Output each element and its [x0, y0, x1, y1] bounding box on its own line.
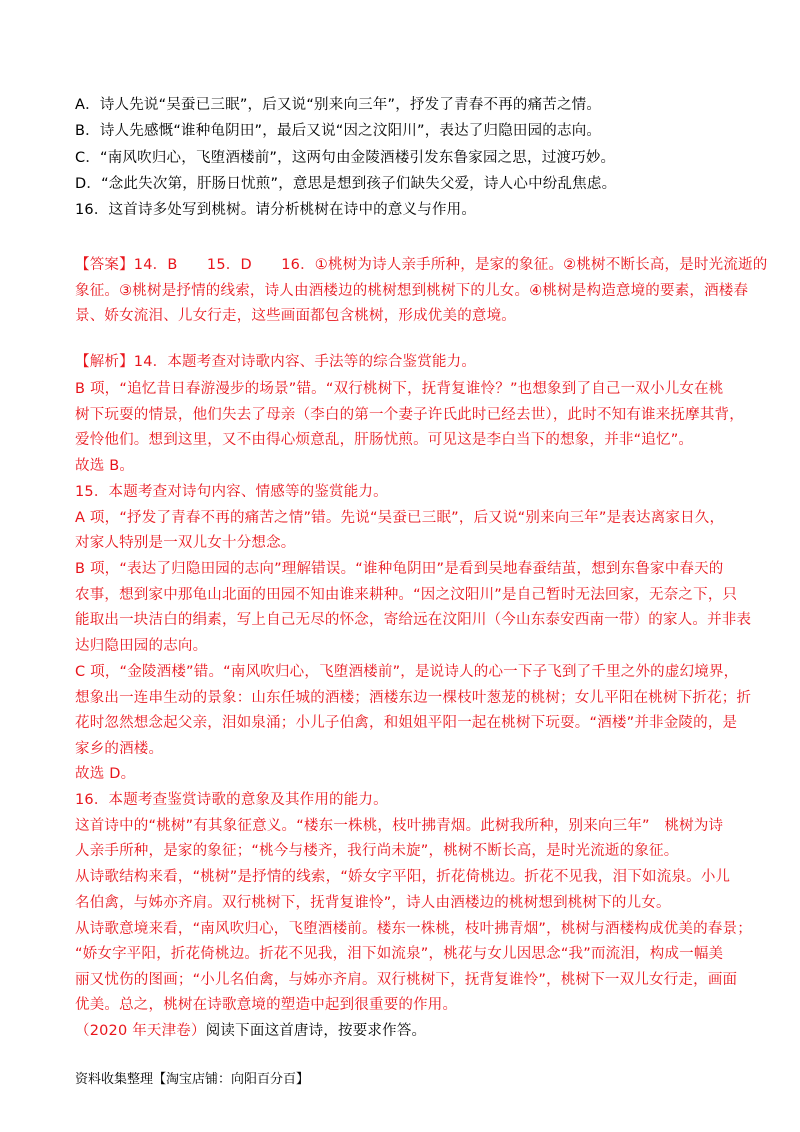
analysis-line: 故选 B。 [75, 458, 135, 474]
analysis-line: 农事，想到家中那龟山北面的田园不知由谁来耕种。“因之汶阳川”是自己暂时无法回家，无奈之下，只 [75, 587, 738, 603]
analysis-line: B 项，“追忆昔日春游漫步的场景”错。“双行桃树下，抚背复谁怜？”也想象到了自己一双小儿女在桃 [75, 381, 724, 397]
analysis-line: 从诗歌结构来看，“桃树”是抒情的线索，“娇女字平阳，折花倚桃边。折花不见我，泪下如流泉。小儿 [75, 869, 731, 885]
option-b: B．诗人先感慨“谁种龟阴田”，最后又说“因之汶阳川”，表达了归隐田园的志向。 [75, 123, 602, 139]
analysis-line: 这首诗中的“桃树”有其象征意义。“楼东一株桃，枝叶拂青烟。此树我所种，别来向三年” 桃树为诗 [75, 818, 724, 834]
answer-line: 景、娇女流泪、儿女行走，这些画面都包含桃树，形成优美的意境。 [75, 308, 516, 324]
analysis-line: 爱怜他们。想到这里，又不由得心烦意乱，肝肠忧煎。可见这是李白当下的想象，并非“追忆”。 [75, 432, 694, 448]
analysis-line: 【解析】14．本题考查对诗歌内容、手法等的综合鉴赏能力。 [75, 354, 477, 370]
analysis-line: 树下玩耍的情景，他们失去了母亲（李白的第一个妻子许氏此时已经去世），此时不知有谁来抚摩其背， [75, 407, 744, 423]
option-d: D．“念此失次第，肝肠日忧煎”，意思是想到孩子们缺失父爱，诗人心中纷乱焦虑。 [75, 176, 617, 192]
analysis-line: 优美。总之，桃树在诗歌意境的塑造中起到很重要的作用。 [75, 997, 458, 1013]
analysis-line: 能取出一块洁白的绢素，写上自己无尽的怀念，寄给远在汶阳川（今山东泰安西南一带）的家人。并非表 [75, 612, 752, 628]
analysis-line: 对家人特别是一双儿女十分想念。 [75, 535, 296, 551]
analysis-line: C 项，“金陵酒楼”错。“南风吹归心，飞堕酒楼前”，是说诗人的心一下子飞到了千里之外的虚幻境界， [75, 664, 739, 680]
analysis-line: 家乡的酒楼。 [75, 741, 164, 757]
analysis-line: 花时忽然想念起父亲，泪如泉涌；小儿子伯禽，和姐姐平阳一起在桃树下玩耍。“酒楼”并非金陵的，是 [75, 715, 738, 731]
analysis-line: 故选 D。 [75, 766, 136, 782]
analysis-line: 从诗歌意境来看，“南风吹归心，飞堕酒楼前。楼东一株桃，枝叶拂青烟”，桃树与酒楼构成优美的春景； [75, 921, 752, 937]
analysis-line: “娇女字平阳，折花倚桃边。折花不见我，泪下如流泉”，桃花与女儿因思念“我”而流泪，构成一幅美 [75, 946, 724, 962]
option-c: C．“南风吹归心，飞堕酒楼前”，这两句由金陵酒楼引发东鲁家园之思，过渡巧妙。 [75, 150, 616, 166]
source-instruction: 阅读下面这首唐诗，按要求作答。 [205, 1023, 427, 1039]
analysis-line: 15．本题考查对诗句内容、情感等的鉴赏能力。 [75, 484, 388, 500]
option-a: A．诗人先说“吴蚕已三眠”，后又说“别来向三年”，抒发了青春不再的痛苦之情。 [75, 97, 602, 113]
analysis-line: 名伯禽，与姊亦齐肩。双行桃树下，抚背复谁怜”，诗人由酒楼边的桃树想到桃树下的儿女。 [75, 895, 671, 911]
source-tag: （2020 年天津卷） [75, 1023, 206, 1039]
analysis-line: 16．本题考查鉴赏诗歌的意象及其作用的能力。 [75, 792, 388, 808]
answer-line: 象征。③桃树是抒情的线索，诗人由酒楼边的桃树想到桃树下的儿女。④桃树是构造意境的要素，酒楼春 [75, 283, 749, 299]
analysis-line: 达归隐田园的志向。 [75, 638, 208, 654]
analysis-line: 想象出一连串生动的景象：山东任城的酒楼；酒楼东边一棵枝叶葱茏的桃树；女儿平阳在桃树下折花；折 [75, 690, 752, 706]
analysis-line: 丽又忧伤的图画；“小儿名伯禽，与姊亦齐肩。双行桃树下，抚背复谁怜”，桃树下一双儿女行走，画面 [75, 972, 738, 988]
analysis-line: A 项，“抒发了青春不再的痛苦之情”错。先说“吴蚕已三眠”，后又说“别来向三年”是表达离家日久， [75, 510, 725, 526]
analysis-line: 人亲手所种，是家的象征；“桃今与楼齐，我行尚未旋”，桃树不断长高，是时光流逝的象征。 [75, 843, 679, 859]
answer-line: 【答案】14．B 15．D 16．①桃树为诗人亲手所种，是家的象征。②桃树不断长高，是时光流逝的 [75, 257, 768, 273]
question-16: 16．这首诗多处写到桃树。请分析桃树在诗中的意义与作用。 [75, 202, 477, 218]
analysis-line: B 项，“表达了归隐田园的志向”理解错误。“谁种龟阴田”是看到吴地春蚕结茧，想到东鲁家中春天的 [75, 561, 724, 577]
next-question-intro [75, 1021, 426, 1041]
page-footer: 资料收集整理【淘宝店铺：向阳百分百】 [75, 1072, 310, 1087]
